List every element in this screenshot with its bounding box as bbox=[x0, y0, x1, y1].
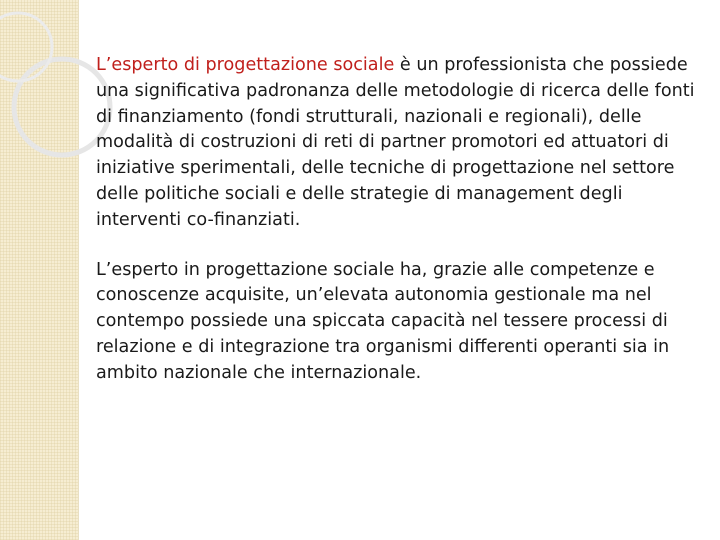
paragraph-definition bbox=[96, 53, 700, 234]
highlighted-term: L’esperto di progettazione sociale bbox=[96, 55, 395, 75]
inner-ring bbox=[0, 13, 52, 81]
paragraph-competences: L’esperto in progettazione sociale ha, grazie alle competenze e conoscenze acquisite, un’elevata autonomia gestionale ma nel contempo possiede una spiccata capacità nel tessere processi di relazione e di integrazione tra organismi differenti operanti sia in ambito nazionale che internazionale. bbox=[96, 259, 670, 383]
definition-text: è un professionista che possiede una significativa padronanza delle metodologie di ricerca delle fonti di finanziamento (fondi strutturali, nazionali e regionali), delle modalità di costruzioni di reti di partner promotori ed attuatori di iniziative sperimentali, delle tecniche di progettazione nel settore delle politiche sociali e delle strategie di management degli interventi co-finanziati. bbox=[96, 55, 695, 230]
slide-body bbox=[96, 53, 700, 387]
